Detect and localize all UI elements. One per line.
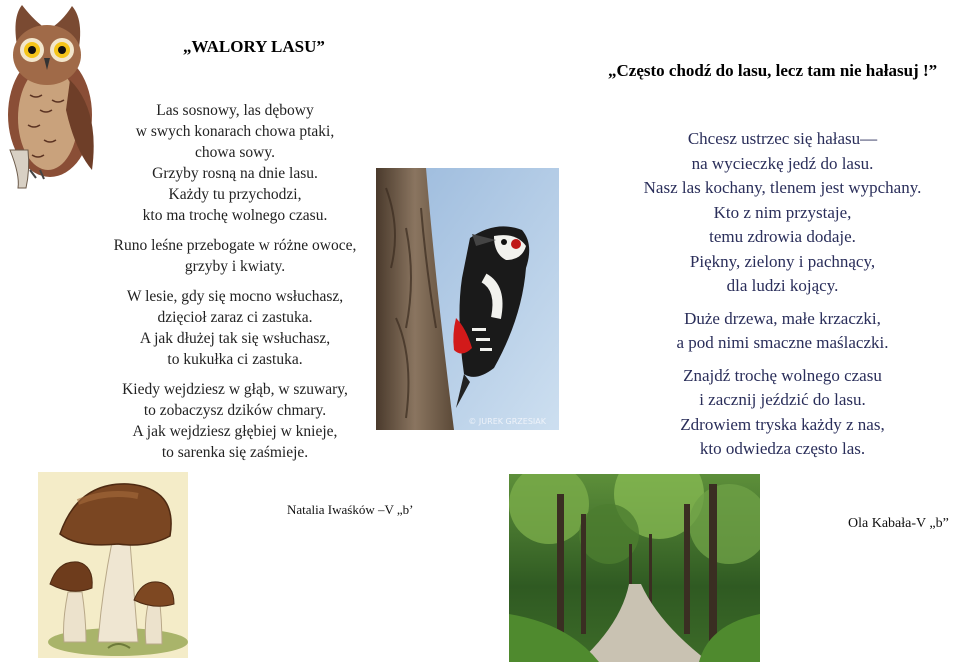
poem-line: to kukułka ci zastuka. — [167, 351, 303, 368]
poem-line: Las sosnowy, las dębowy — [156, 102, 314, 119]
right-poem — [605, 127, 960, 470]
poem-line: dzięcioł zaraz ci zastuka. — [157, 309, 313, 326]
poem-line: grzyby i kwiaty. — [184, 258, 286, 275]
poem-line: Znajdź trochę wolnego czasu — [683, 365, 882, 385]
poem-line: kto ma trochę wolnego czasu. — [142, 207, 328, 224]
poem-line: w swych konarach chowa ptaki, — [135, 123, 335, 140]
left-stanza-1 — [75, 100, 395, 226]
poem-line: to sarenka się zaśmieje. — [161, 444, 309, 461]
poem-line: A jak wejdziesz głębiej w knieje, — [132, 423, 338, 440]
forest-path-photo — [509, 474, 760, 662]
poem-line: Runo leśne przebogate w różne owoce, — [113, 237, 357, 254]
poem-line: W lesie, gdy się mocno wsłuchasz, — [126, 288, 344, 305]
poem-line: Kiedy wejdziesz w głąb, w szuwary, — [122, 381, 348, 398]
right-stanza-3 — [605, 364, 960, 462]
poem-line: Kto z nim przystaje, — [713, 202, 852, 222]
left-stanza-3 — [75, 286, 395, 370]
poem-line: Każdy tu przychodzi, — [168, 186, 302, 203]
poem-line: Grzyby rosną na dnie lasu. — [152, 165, 318, 182]
left-poem-title: „WALORY LASU” — [183, 37, 325, 56]
poem-line: Piękny, zielony i pachnący, — [689, 251, 876, 271]
woodpecker-photo — [376, 168, 559, 430]
right-poem-title: „Często chodź do lasu, lecz tam nie hałasuj !” — [608, 61, 938, 80]
right-author: Ola Kabała-V „b” — [848, 516, 949, 531]
poem-line: i zacznij jeździć do lasu. — [699, 390, 866, 409]
poem-line: Chcesz ustrzec się hałasu— — [687, 129, 878, 148]
left-stanza-2 — [75, 235, 395, 277]
right-stanza-2 — [605, 307, 960, 356]
poem-line: Nasz las kochany, tlenem jest wypchany. — [643, 178, 922, 197]
poem-line: Duże drzewa, małe krzaczki, — [684, 308, 881, 328]
poem-line: na wycieczkę jedź do lasu. — [691, 153, 874, 173]
poem-line: chowa sowy. — [195, 144, 275, 161]
mushroom-illustration — [38, 472, 188, 658]
right-stanza-1 — [605, 127, 960, 299]
left-poem — [75, 100, 395, 472]
poem-line: A jak dłużej tak się wsłuchasz, — [139, 330, 331, 347]
left-stanza-4 — [75, 379, 395, 463]
poem-line: dla ludzi kojący. — [726, 276, 839, 295]
left-author: Natalia Iwaśków –V „b’ — [287, 502, 414, 517]
poem-line: a pod nimi smaczne maślaczki. — [676, 333, 889, 352]
poem-line: Zdrowiem tryska każdy z nas, — [680, 414, 885, 434]
photo-credit: © JUREK GRZESIAK — [468, 417, 546, 426]
poem-line: to zobaczysz dzików chmary. — [143, 402, 327, 419]
poem-line: kto odwiedza często las. — [699, 439, 866, 458]
poem-line: temu zdrowia dodaje. — [709, 227, 856, 246]
